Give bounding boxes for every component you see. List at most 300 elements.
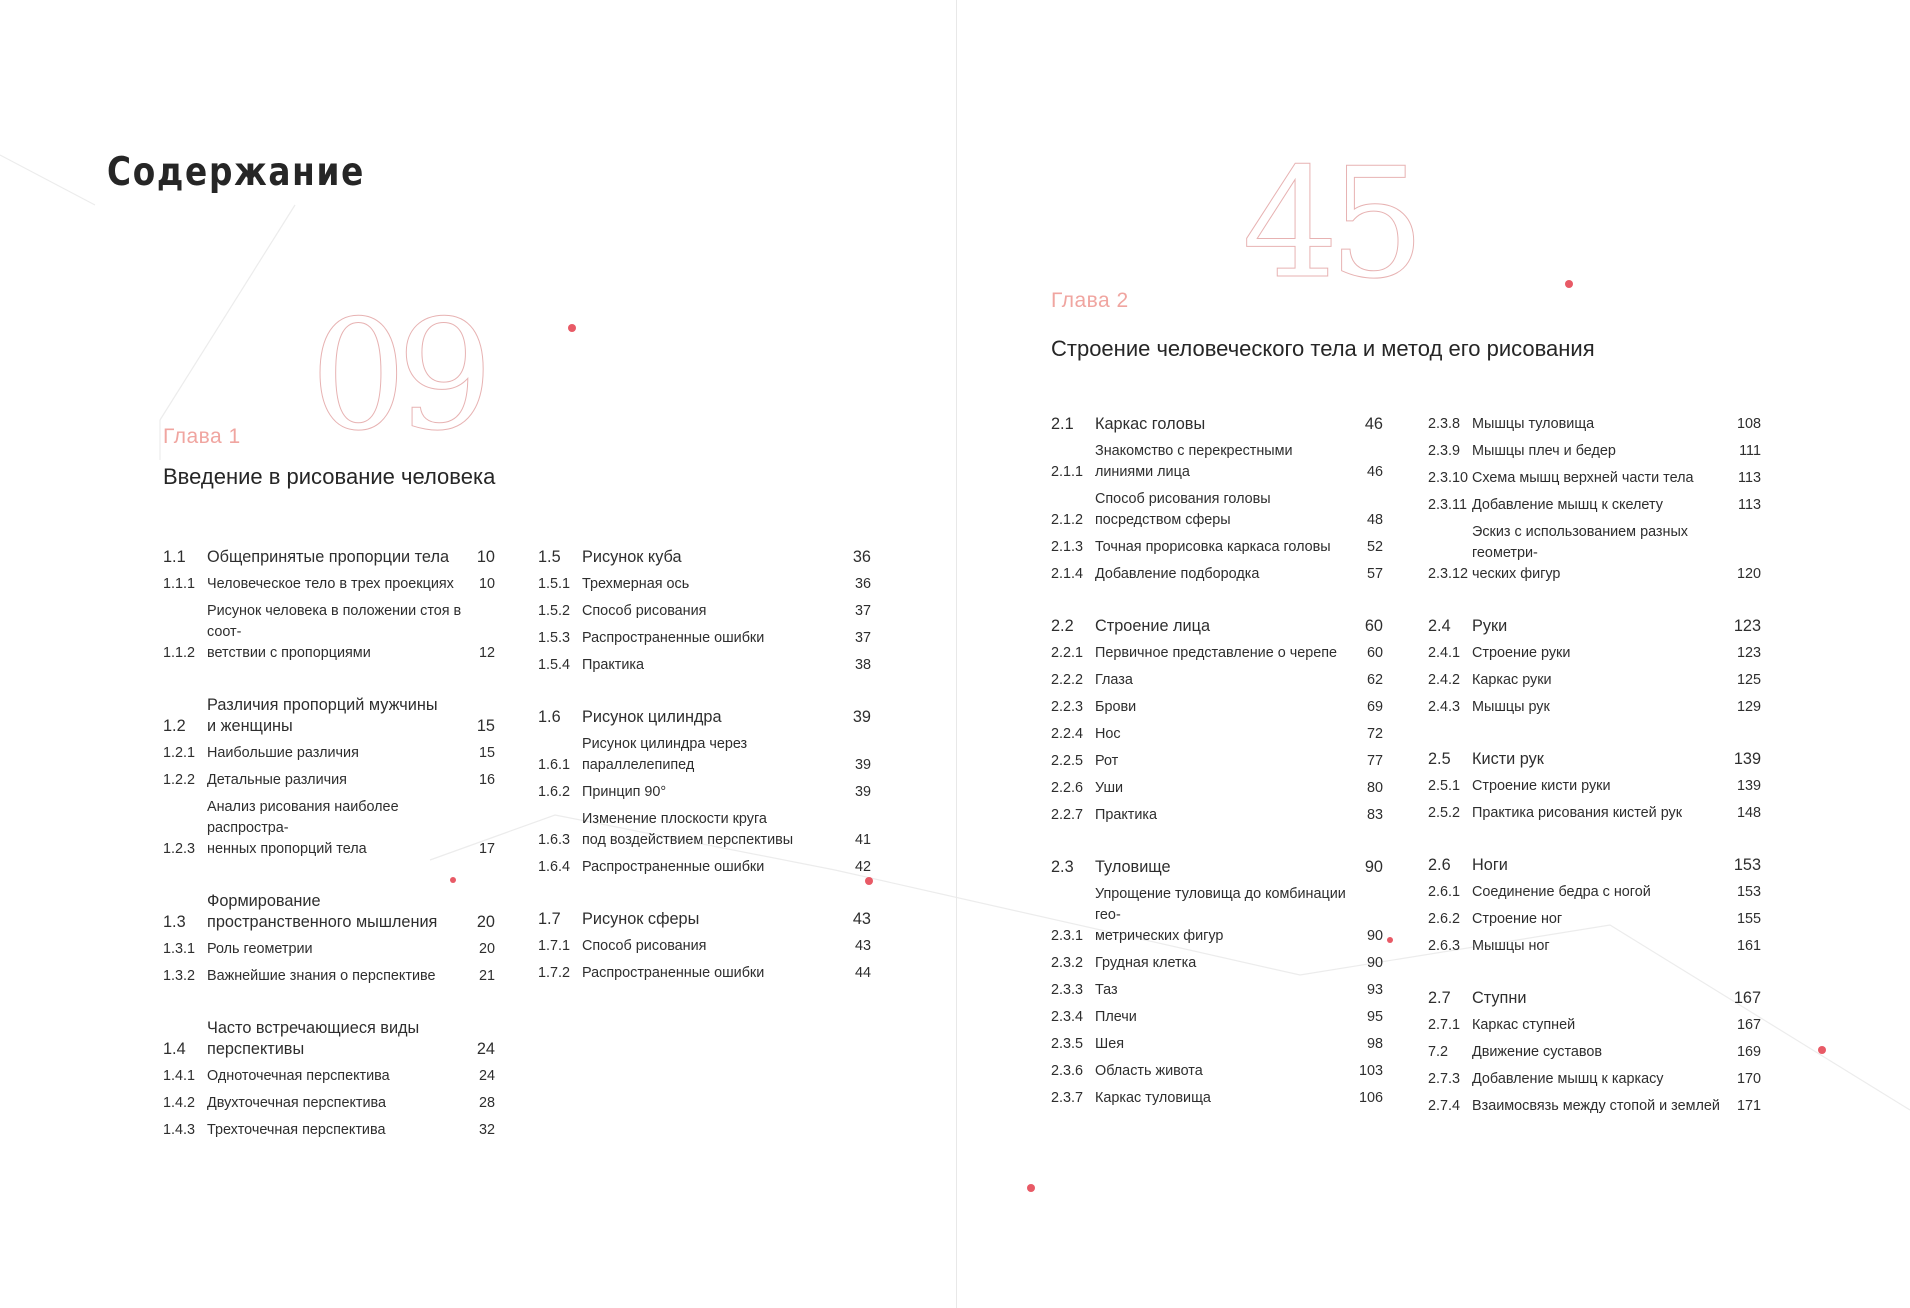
entry-title: Кисти рук [1472, 750, 1544, 768]
toc-subsection-entry[interactable] [1428, 1066, 1761, 1093]
entry-title: Туловище [1095, 858, 1171, 876]
entry-page-number: 44 [854, 965, 871, 981]
entry-title: Детальные различия [207, 772, 347, 788]
toc-subsection-entry[interactable] [538, 854, 871, 881]
entry-page-number: 69 [1366, 699, 1383, 715]
toc-section [1051, 411, 1383, 588]
entry-title: Важнейшие знания о перспективе [207, 968, 436, 984]
entry-number: 2.7.1 [1428, 1017, 1461, 1033]
entry-page-number: 32 [478, 1122, 495, 1138]
entry-page-number: 15 [478, 745, 495, 761]
entry-number: 2.4.2 [1428, 672, 1461, 688]
toc-subsection-entry[interactable] [1428, 879, 1761, 906]
toc-section-entry[interactable] [1051, 854, 1383, 881]
entry-page-number: 10 [478, 576, 495, 592]
entry-page-number: 15 [476, 717, 495, 735]
toc-subsection-entry[interactable] [1051, 640, 1383, 667]
toc-subsection-entry[interactable] [1051, 1085, 1383, 1112]
toc-subsection-entry[interactable] [1428, 906, 1761, 933]
entry-number: 1.6.2 [538, 784, 571, 800]
entry-number: 1.3.1 [163, 941, 196, 957]
toc-subsection-entry[interactable] [1428, 773, 1761, 800]
toc-subsection-entry[interactable] [1051, 950, 1383, 977]
entry-title: Наибольшие различия [207, 745, 359, 761]
toc-subsection-entry[interactable] [1051, 486, 1383, 534]
entry-title: Распространенные ошибки [582, 630, 765, 646]
entry-title: Способ рисования головы посредством сферы [1095, 491, 1271, 528]
toc-subsection-entry[interactable] [538, 960, 871, 987]
entry-title: Строение ног [1472, 911, 1563, 927]
entry-title: Ноги [1472, 856, 1508, 874]
toc-subsection-entry[interactable] [163, 740, 495, 767]
entry-page-number: 106 [1358, 1090, 1383, 1106]
toc-section [163, 692, 495, 863]
entry-page-number: 80 [1366, 780, 1383, 796]
entry-number: 1.1.2 [163, 645, 196, 661]
entry-title: Способ рисования [582, 938, 707, 954]
entry-title: Различия пропорций мужчины и женщины [207, 696, 438, 735]
toc-section-entry[interactable] [1428, 613, 1761, 640]
toc-subsection-entry[interactable] [1051, 667, 1383, 694]
entry-number: 1.6.3 [538, 832, 571, 848]
entry-page-number: 139 [1733, 750, 1761, 768]
entry-title: Рот [1095, 753, 1119, 769]
toc-section [538, 906, 871, 987]
entry-number: 2.2 [1051, 617, 1074, 635]
entry-page-number: 20 [478, 941, 495, 957]
toc-section-entry[interactable] [1428, 852, 1761, 879]
entry-page-number: 21 [478, 968, 495, 984]
toc-section [1428, 613, 1761, 721]
entry-page-number: 48 [1366, 512, 1383, 528]
toc-subsection-entry[interactable] [1428, 411, 1761, 438]
decor-dot [1027, 1184, 1035, 1192]
entry-page-number: 120 [1736, 566, 1761, 582]
entry-page-number: 95 [1366, 1009, 1383, 1025]
toc-section [163, 1015, 495, 1144]
entry-page-number: 60 [1366, 645, 1383, 661]
toc-subsection-entry[interactable] [538, 625, 871, 652]
toc-subsection-entry[interactable] [1051, 881, 1383, 950]
entry-title: Распространенные ошибки [582, 859, 765, 875]
entry-number: 1.4.1 [163, 1068, 196, 1084]
entry-title: Таз [1095, 982, 1118, 998]
entry-number: 1.5 [538, 548, 561, 566]
entry-page-number: 39 [854, 757, 871, 773]
entry-page-number: 123 [1736, 645, 1761, 661]
entry-title: Мышцы рук [1472, 699, 1550, 715]
entry-number: 2.3.7 [1051, 1090, 1084, 1106]
entry-number: 2.3.1 [1051, 928, 1084, 944]
entry-title: Строение лица [1095, 617, 1211, 635]
toc-subsection-entry[interactable] [163, 1090, 495, 1117]
entry-title: Рисунок сферы [582, 910, 700, 928]
entry-title: Анализ рисования наиболее распростра- ненных пропорций тела [207, 799, 399, 857]
toc-subsection-entry[interactable] [1428, 1039, 1761, 1066]
toc-subsection-entry[interactable] [538, 806, 871, 854]
entry-title: Практика [582, 657, 645, 673]
toc-subsection-entry[interactable] [538, 652, 871, 679]
toc-column [1428, 411, 1761, 1145]
entry-number: 1.6.1 [538, 757, 571, 773]
entry-number: 2.3 [1051, 858, 1074, 876]
entry-title: Шея [1095, 1036, 1124, 1052]
entry-number: 1.4.2 [163, 1095, 196, 1111]
toc-section-entry[interactable] [1051, 613, 1383, 640]
toc-subsection-entry[interactable] [163, 571, 495, 598]
entry-number: 1.4 [163, 1040, 186, 1058]
toc-section-entry[interactable] [1428, 985, 1761, 1012]
entry-number: 2.2.5 [1051, 753, 1084, 769]
entry-number: 2.4 [1428, 617, 1451, 635]
entry-page-number: 57 [1366, 566, 1383, 582]
toc-subsection-entry[interactable] [1051, 534, 1383, 561]
entry-number: 1.5.4 [538, 657, 571, 673]
entry-page-number: 113 [1738, 470, 1761, 486]
entry-title: Нос [1095, 726, 1121, 742]
toc-subsection-entry[interactable] [1051, 1004, 1383, 1031]
entry-page-number: 129 [1736, 699, 1761, 715]
toc-subsection-entry[interactable] [538, 598, 871, 625]
entry-title: Мышцы ног [1472, 938, 1550, 954]
entry-title: Добавление подбородка [1095, 566, 1260, 582]
toc-subsection-entry[interactable] [1051, 1058, 1383, 1085]
entry-number: 2.3.9 [1428, 443, 1461, 459]
entry-number: 2.1 [1051, 415, 1074, 433]
chapter-title: Введение в рисование человека [163, 464, 496, 489]
entry-number: 2.3.4 [1051, 1009, 1084, 1025]
entry-page-number: 83 [1366, 807, 1383, 823]
toc-section-entry[interactable] [163, 544, 495, 571]
toc-subsection-entry[interactable] [1428, 465, 1761, 492]
entry-page-number: 167 [1736, 1017, 1761, 1033]
entry-number: 2.1.2 [1051, 512, 1084, 528]
entry-page-number: 139 [1736, 778, 1761, 794]
entry-number: 1.3.2 [163, 968, 196, 984]
entry-page-number: 28 [478, 1095, 495, 1111]
entry-title: Строение кисти руки [1472, 778, 1611, 794]
decor-dot [1818, 1046, 1826, 1054]
toc-section-entry[interactable] [538, 906, 871, 933]
toc-section [1428, 852, 1761, 960]
entry-page-number: 148 [1736, 805, 1761, 821]
entry-page-number: 46 [1366, 464, 1383, 480]
toc-section-entry[interactable] [1428, 746, 1761, 773]
entry-page-number: 170 [1736, 1071, 1761, 1087]
entry-title: Движение суставов [1472, 1044, 1603, 1060]
entry-number: 2.3.8 [1428, 416, 1461, 432]
toc-subsection-entry[interactable] [163, 1063, 495, 1090]
entry-number: 2.2.3 [1051, 699, 1084, 715]
toc-section-entry[interactable] [1051, 411, 1383, 438]
entry-title: Рисунок цилиндра [582, 708, 722, 726]
toc-subsection-entry[interactable] [163, 767, 495, 794]
entry-title: Плечи [1095, 1009, 1137, 1025]
entry-title: Знакомство с перекрестными линиями лица [1095, 443, 1293, 480]
entry-number: 1.5.2 [538, 603, 571, 619]
entry-title: Грудная клетка [1095, 955, 1197, 971]
entry-page-number: 24 [476, 1040, 495, 1058]
entry-title: Точная прорисовка каркаса головы [1095, 539, 1331, 555]
toc-subsection-entry[interactable] [1428, 640, 1761, 667]
entry-title: Двухточечная перспектива [207, 1095, 387, 1111]
entry-page-number: 77 [1366, 753, 1383, 769]
decor-dot [568, 324, 576, 332]
entry-page-number: 36 [852, 548, 871, 566]
toc-subsection-entry[interactable] [1051, 694, 1383, 721]
entry-title: Мышцы плеч и бедер [1472, 443, 1616, 459]
entry-number: 2.3.12 [1428, 566, 1469, 582]
entry-number: 2.4.3 [1428, 699, 1461, 715]
entry-title: Схема мышц верхней части тела [1472, 470, 1694, 486]
entry-title: Добавление мышц к скелету [1472, 497, 1663, 513]
entry-number: 1.6 [538, 708, 561, 726]
chapter-label: Глава 1 [163, 425, 241, 448]
toc-column [163, 544, 495, 1169]
toc-subsection-entry[interactable] [1051, 1031, 1383, 1058]
entry-title: Глаза [1095, 672, 1133, 688]
entry-page-number: 155 [1736, 911, 1761, 927]
toc-section [163, 888, 495, 990]
entry-page-number: 167 [1733, 989, 1761, 1007]
toc-section [1428, 985, 1761, 1120]
entry-title: Взаимосвязь между стопой и землей [1472, 1098, 1720, 1114]
entry-title: Практика рисования кистей рук [1472, 805, 1683, 821]
toc-subsection-entry[interactable] [1428, 1093, 1761, 1120]
toc-column [538, 544, 871, 1012]
entry-page-number: 36 [854, 576, 871, 592]
entry-title: Область живота [1095, 1063, 1203, 1079]
entry-title: Уши [1095, 780, 1124, 796]
entry-number: 1.1.1 [163, 576, 196, 592]
entry-page-number: 103 [1358, 1063, 1383, 1079]
toc-section-entry[interactable] [163, 888, 495, 936]
entry-page-number: 153 [1733, 856, 1761, 874]
entry-number: 2.3.2 [1051, 955, 1084, 971]
entry-title: Каркас руки [1472, 672, 1552, 688]
entry-number: 2.2.4 [1051, 726, 1084, 742]
entry-page-number: 43 [854, 938, 871, 954]
entry-number: 1.7.2 [538, 965, 571, 981]
toc-subsection-entry[interactable] [1051, 721, 1383, 748]
entry-title: Каркас туловища [1095, 1090, 1211, 1106]
entry-title: Упрощение туловища до комбинации гео- метрических фигур [1095, 886, 1346, 944]
toc-section [538, 704, 871, 881]
entry-title: Часто встречающиеся виды перспективы [207, 1019, 420, 1058]
entry-number: 2.1.3 [1051, 539, 1084, 555]
entry-page-number: 43 [852, 910, 871, 928]
entry-page-number: 169 [1736, 1044, 1761, 1060]
entry-title: Руки [1472, 617, 1508, 635]
entry-number: 2.2.2 [1051, 672, 1084, 688]
entry-page-number: 42 [854, 859, 871, 875]
toc-section-entry[interactable] [163, 1015, 495, 1063]
entry-title: Ступни [1472, 989, 1527, 1007]
entry-number: 2.6 [1428, 856, 1451, 874]
entry-number: 2.3.5 [1051, 1036, 1084, 1052]
entry-page-number: 41 [854, 832, 871, 848]
entry-number: 2.4.1 [1428, 645, 1461, 661]
entry-page-number: 125 [1736, 672, 1761, 688]
entry-page-number: 60 [1364, 617, 1383, 635]
entry-title: Формирование пространственного мышления [207, 892, 438, 931]
entry-title: Брови [1095, 699, 1137, 715]
entry-number: 1.7 [538, 910, 561, 928]
entry-page-number: 123 [1733, 617, 1761, 635]
entry-title: Добавление мышц к каркасу [1472, 1071, 1664, 1087]
toc-subsection-entry[interactable] [1428, 667, 1761, 694]
toc-subsection-entry[interactable] [538, 731, 871, 779]
entry-number: 2.2.6 [1051, 780, 1084, 796]
entry-title: Рисунок человека в положении стоя в соот- ветствии с пропорциями [207, 603, 462, 661]
entry-page-number: 12 [478, 645, 495, 661]
toc-subsection-entry[interactable] [1051, 438, 1383, 486]
entry-title: Рисунок цилиндра через параллелепипед [582, 736, 748, 773]
entry-number: 2.2.1 [1051, 645, 1084, 661]
toc-section-entry[interactable] [163, 692, 495, 740]
entry-number: 2.3.3 [1051, 982, 1084, 998]
entry-title: Соединение бедра с ногой [1472, 884, 1651, 900]
entry-number: 7.2 [1428, 1044, 1449, 1060]
entry-page-number: 16 [478, 772, 495, 788]
chapter-label: Глава 2 [1051, 289, 1129, 312]
toc-section [1051, 613, 1383, 829]
entry-title: Строение руки [1472, 645, 1571, 661]
entry-number: 2.6.1 [1428, 884, 1461, 900]
toc-subsection-entry[interactable] [1428, 519, 1761, 588]
toc-subsection-entry[interactable] [1051, 748, 1383, 775]
toc-subsection-entry[interactable] [163, 598, 495, 667]
entry-page-number: 17 [478, 841, 495, 857]
toc-subsection-entry[interactable] [538, 571, 871, 598]
entry-number: 2.1.1 [1051, 464, 1084, 480]
toc-subsection-entry[interactable] [1428, 1012, 1761, 1039]
toc-subsection-entry[interactable] [538, 933, 871, 960]
entry-number: 2.5 [1428, 750, 1451, 768]
entry-title: Рисунок куба [582, 548, 682, 566]
entry-title: Способ рисования [582, 603, 707, 619]
entry-page-number: 90 [1366, 928, 1383, 944]
entry-page-number: 93 [1366, 982, 1383, 998]
entry-page-number: 37 [854, 603, 871, 619]
toc-section [538, 544, 871, 679]
entry-page-number: 153 [1736, 884, 1761, 900]
toc-subsection-entry[interactable] [538, 779, 871, 806]
entry-title: Трехмерная ось [582, 576, 690, 592]
entry-number: 1.2.3 [163, 841, 196, 857]
entry-number: 1.1 [163, 548, 186, 566]
entry-number: 1.3 [163, 913, 186, 931]
chapter-number-graphic: 09 [310, 287, 484, 464]
entry-page-number: 90 [1364, 858, 1383, 876]
toc-section [163, 544, 495, 667]
entry-page-number: 20 [476, 913, 495, 931]
entry-title: Человеческое тело в трех проекциях [207, 576, 454, 592]
entry-number: 1.4.3 [163, 1122, 196, 1138]
toc-subsection-entry[interactable] [163, 963, 495, 990]
toc-subsection-entry[interactable] [1428, 800, 1761, 827]
entry-title: Изменение плоскости круга под воздействием перспективы [582, 811, 794, 848]
toc-subsection-entry[interactable] [1051, 775, 1383, 802]
toc-subsection-entry[interactable] [1428, 694, 1761, 721]
entry-number: 1.6.4 [538, 859, 571, 875]
toc-subsection-entry[interactable] [163, 794, 495, 863]
entry-number: 1.2 [163, 717, 186, 735]
entry-page-number: 52 [1366, 539, 1383, 555]
entry-page-number: 38 [854, 657, 871, 673]
toc-subsection-entry[interactable] [1428, 492, 1761, 519]
page-spine [956, 0, 957, 1308]
entry-title: Каркас ступней [1472, 1017, 1576, 1033]
toc-section [1428, 411, 1761, 588]
toc-subsection-entry[interactable] [1051, 802, 1383, 829]
chapter-number-graphic: 45 [1242, 135, 1416, 312]
entry-title: Каркас головы [1095, 415, 1206, 433]
toc-column [1051, 411, 1383, 1137]
entry-title: Общепринятые пропорции тела [207, 548, 450, 566]
toc-subsection-entry[interactable] [1051, 977, 1383, 1004]
entry-number: 1.5.3 [538, 630, 571, 646]
entry-title: Практика [1095, 807, 1158, 823]
entry-title: Эскиз с использованием разных геометри- ческих фигур [1472, 524, 1689, 582]
chapter-title: Строение человеческого тела и метод его рисования [1051, 336, 1595, 361]
entry-page-number: 98 [1366, 1036, 1383, 1052]
entry-number: 2.7.3 [1428, 1071, 1461, 1087]
entry-page-number: 111 [1739, 443, 1761, 459]
entry-title: Роль геометрии [207, 941, 313, 957]
entry-number: 2.1.4 [1051, 566, 1084, 582]
entry-page-number: 10 [476, 548, 495, 566]
toc-section-entry[interactable] [538, 704, 871, 731]
entry-number: 2.3.11 [1428, 497, 1467, 513]
entry-page-number: 72 [1366, 726, 1383, 742]
entry-number: 2.3.10 [1428, 470, 1469, 486]
toc-section-entry[interactable] [538, 544, 871, 571]
toc-section [1428, 746, 1761, 827]
toc-subsection-entry[interactable] [1428, 438, 1761, 465]
entry-title: Трехточечная перспектива [207, 1122, 386, 1138]
entry-number: 2.6.3 [1428, 938, 1461, 954]
entry-number: 2.2.7 [1051, 807, 1084, 823]
entry-page-number: 113 [1738, 497, 1761, 513]
entry-page-number: 37 [854, 630, 871, 646]
entry-title: Принцип 90° [582, 784, 667, 800]
toc-section [1051, 854, 1383, 1112]
entry-page-number: 46 [1364, 415, 1383, 433]
toc-subsection-entry[interactable] [163, 936, 495, 963]
toc-subsection-entry[interactable] [1051, 561, 1383, 588]
entry-number: 2.5.2 [1428, 805, 1461, 821]
entry-page-number: 108 [1736, 416, 1761, 432]
entry-page-number: 171 [1736, 1098, 1761, 1114]
entry-page-number: 161 [1736, 938, 1761, 954]
entry-page-number: 24 [478, 1068, 495, 1084]
decor-dot [1387, 937, 1393, 943]
entry-page-number: 90 [1366, 955, 1383, 971]
toc-subsection-entry[interactable] [1428, 933, 1761, 960]
entry-number: 1.2.2 [163, 772, 196, 788]
decor-line [160, 205, 295, 420]
decor-line [0, 155, 95, 205]
toc-subsection-entry[interactable] [163, 1117, 495, 1144]
entry-page-number: 62 [1366, 672, 1383, 688]
decor-dot [1565, 280, 1573, 288]
entry-title: Мышцы туловища [1472, 416, 1595, 432]
entry-number: 2.6.2 [1428, 911, 1461, 927]
entry-number: 2.5.1 [1428, 778, 1461, 794]
entry-number: 1.7.1 [538, 938, 571, 954]
entry-title: Первичное представление о черепе [1095, 645, 1337, 661]
